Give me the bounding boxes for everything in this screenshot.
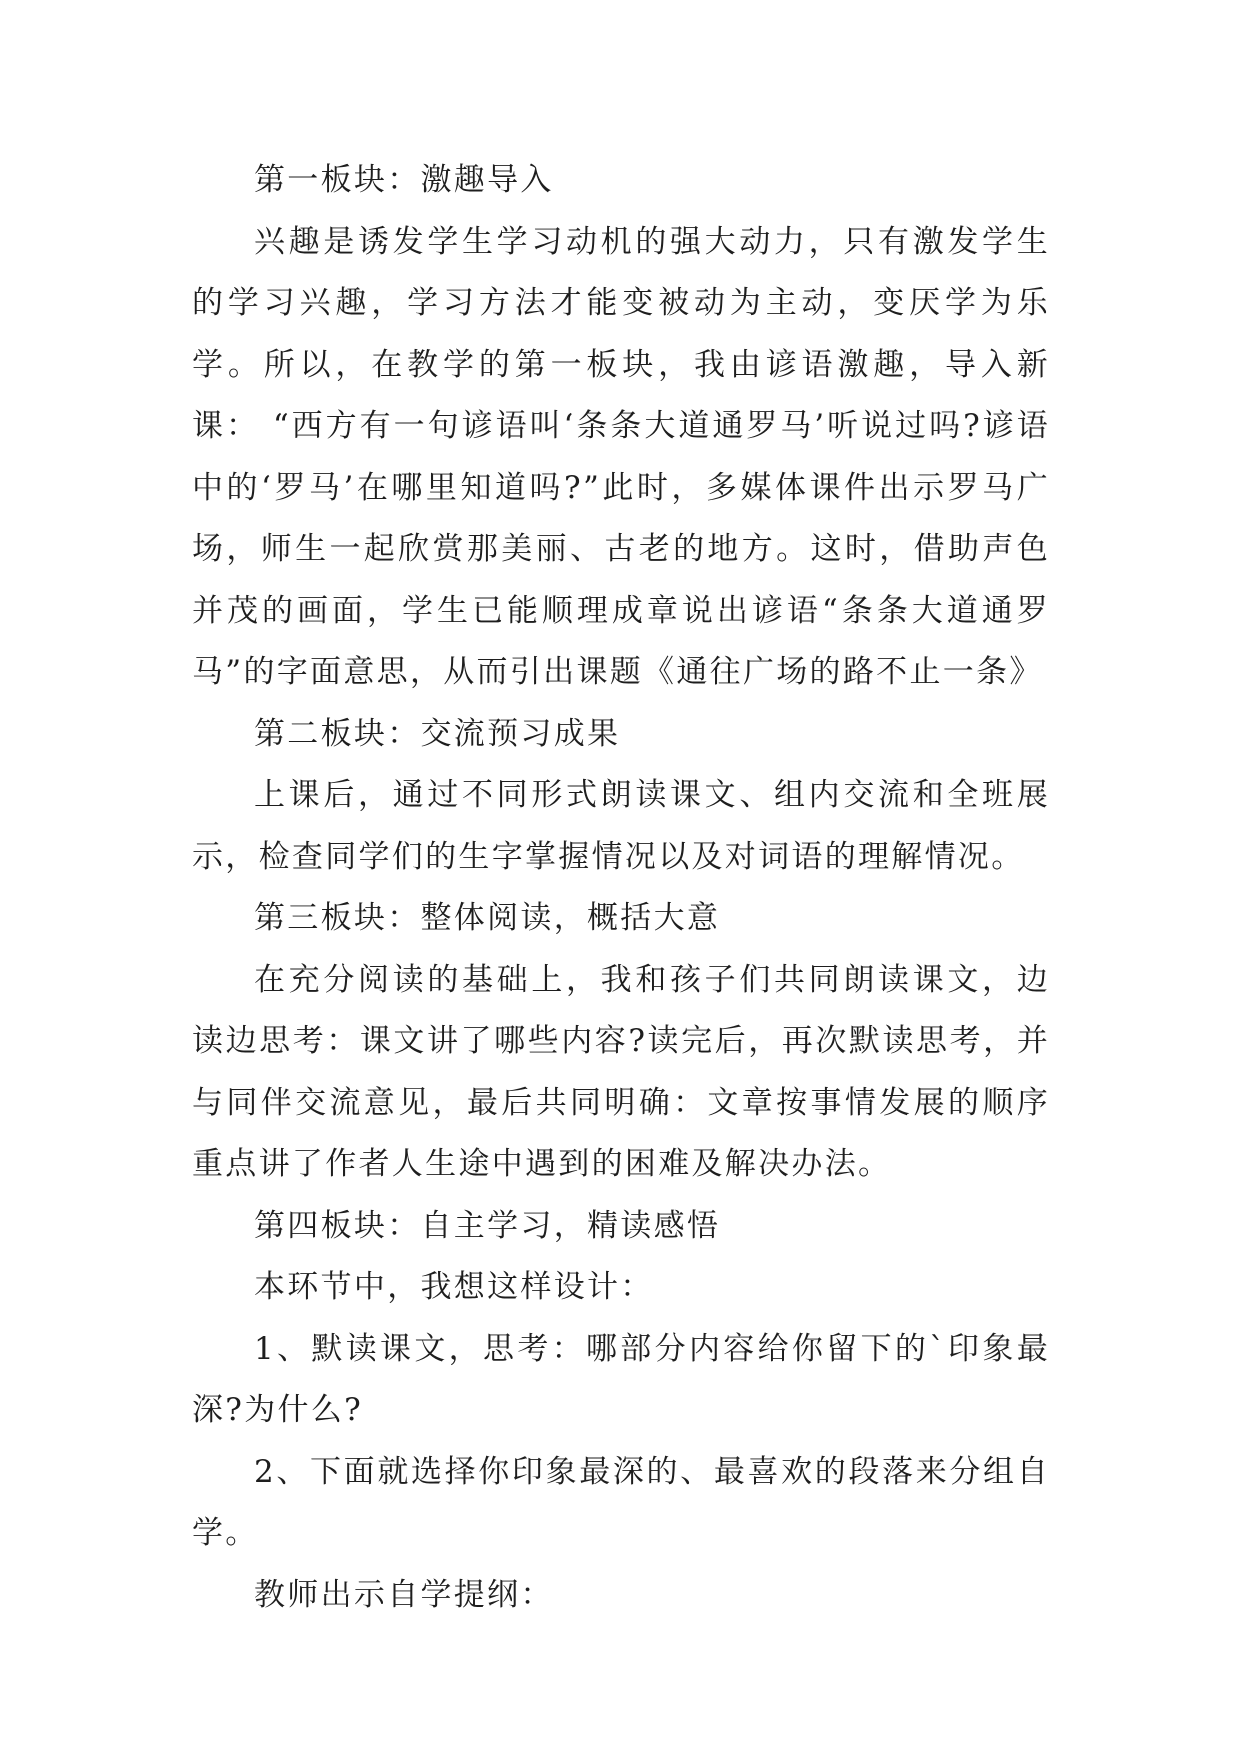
body-paragraph: 教师出示自学提纲： xyxy=(254,1576,554,1613)
body-paragraph: 兴趣是诱发学生学习动机的强大动力，只有激发学生的学习兴趣，学习方法才能变被动为主动，变厌学为乐学。所以，在教学的第一板块，我由谚语激趣，导入新课： “西方有一句谚语叫‘条条大道通罗马’听说过吗?谚语中的‘罗马’在哪里知道吗?”此时，多媒体课件出示罗马广场，师生一起欣赏那美丽、古老的地方。这时，借助声色并茂的画面，学生已能顺理成章说出谚语“条条大道通罗马”的字面意思，从而引出课题《通往广场的路不止一条》 xyxy=(192,223,1050,690)
list-item: 1、默读课文，思考：哪部分内容给你留下的`印象最深?为什么? xyxy=(192,1330,1050,1428)
section-heading-2: 第二板块：交流预习成果 xyxy=(254,715,621,752)
list-item: 2、下面就选择你印象最深的、最喜欢的段落来分组自学。 xyxy=(192,1453,1050,1551)
body-paragraph: 上课后，通过不同形式朗读课文、组内交流和全班展示，检查同学们的生字掌握情况以及对词语的理解情况。 xyxy=(192,777,1050,875)
document-page xyxy=(192,150,1050,1626)
section-heading-4: 第四板块：自主学习，精读感悟 xyxy=(254,1207,721,1244)
section-heading-3: 第三板块：整体阅读，概括大意 xyxy=(254,900,721,936)
section-heading-1: 第一板块：激趣导入 xyxy=(254,162,554,198)
body-paragraph: 本环节中，我想这样设计： xyxy=(254,1269,654,1305)
body-paragraph: 在充分阅读的基础上，我和孩子们共同朗读课文，边读边思考：课文讲了哪些内容?读完后，再次默读思考，并与同伴交流意见，最后共同明确：文章按事情发展的顺序重点讲了作者人生途中遇到的困难及解决办法。 xyxy=(192,961,1050,1182)
